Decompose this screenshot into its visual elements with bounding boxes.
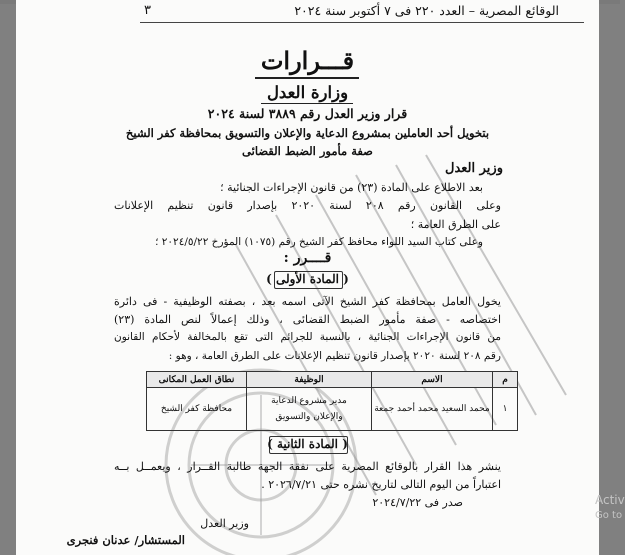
article1-line: اختصاصه - صفة مأمور الضبط القضائى ، وذلك إعمالاً لنص المادة (٢٣) bbox=[114, 313, 501, 326]
article1-line: من قانون الإجراءات الجنائية ، بالنسبة للجرائم التى تقع بالمخالفة لأحكام القانون bbox=[114, 331, 501, 343]
article1-title: ( المادة الأولى ) bbox=[266, 272, 349, 286]
issuer-heading: وزير العدل bbox=[445, 161, 503, 176]
table-row bbox=[147, 388, 518, 431]
preamble-line: وعلى كتاب السيد اللواء محافظ كفر الشيخ رقم (١٠٧٥) المؤرخ ٢٠٢٤/٥/٢٢ ؛ bbox=[155, 236, 483, 248]
table-header-cell: الاسم bbox=[372, 372, 493, 388]
page-number: ٣ bbox=[144, 3, 151, 18]
ministry-underline bbox=[261, 103, 353, 104]
decree-subject-line2: صفة مأمور الضبط القضائى bbox=[242, 144, 373, 158]
decree-title: قرار وزير العدل رقم ٣٨٨٩ لسنة ٢٠٢٤ bbox=[207, 106, 408, 121]
article1-line: رقم ٢٠٨ لسنة ٢٠٢٠ بإصدار قانون تنظيم الإعلانات على الطرق العامة ، وهو : bbox=[168, 350, 501, 362]
preamble-line: بعد الاطلاع على المادة (٢٣) من قانون الإجراءات الجنائية ؛ bbox=[220, 181, 483, 194]
name-cell: محمد السعيد محمد أحمد جمعة bbox=[372, 388, 493, 431]
preamble-line: وعلى القانون رقم ٢٠٨ لسنة ٢٠٢٠ بإصدار قانون تنظيم الإعلانات bbox=[114, 199, 501, 212]
article1-line: يخول العامل بمحافظة كفر الشيخ الآتى اسمه بعد ، بصفته الوظيفية - فى دائرة bbox=[114, 295, 501, 308]
document-page bbox=[16, 0, 599, 555]
article2-title: ( المادة الثانية ) bbox=[267, 437, 348, 451]
ministry-name: وزارة العدل bbox=[266, 83, 349, 102]
running-title: الوقائع المصرية – العدد ٢٢٠ فى ٧ أكتوبر سنة ٢٠٢٤ bbox=[294, 3, 559, 18]
appointee-table bbox=[146, 371, 518, 431]
table-header-row bbox=[147, 372, 518, 388]
page-header bbox=[16, 2, 599, 22]
article2-line: ينشر هذا القرار بالوقائع المصرية على نفقة الجهة طالبة القــرار ، ويعمــل بــه bbox=[114, 460, 501, 473]
signatory-name: المستشار/ عدنان فنجرى bbox=[66, 533, 185, 547]
preamble-line: على الطرق العامة ؛ bbox=[410, 218, 501, 231]
table-header-cell: نطاق العمل المكانى bbox=[147, 372, 247, 388]
table-header-cell: الوظيفة bbox=[247, 372, 372, 388]
job-cell bbox=[247, 388, 372, 431]
table-header-cell: م bbox=[493, 372, 518, 388]
job-line: مدير مشروع الدعاية bbox=[271, 396, 347, 406]
article2-line: اعتباراً من اليوم التالى لتاريخ نشره حتى ٢٠٢٦/٧/٢١ . bbox=[261, 478, 501, 491]
section-title-underline bbox=[255, 77, 359, 79]
signatory-title: وزير العدل bbox=[200, 517, 249, 530]
row-number-cell: ١ bbox=[493, 388, 518, 431]
decree-subject-line1: بتخويل أحد العاملين بمشروع الدعاية والإعلان والتسويق بمحافظة كفر الشيخ bbox=[125, 126, 490, 140]
issue-date: صدر فى ٢٠٢٤/٧/٢٢ bbox=[372, 496, 463, 509]
scope-cell: محافظة كفر الشيخ bbox=[147, 388, 247, 431]
header-rule bbox=[140, 22, 584, 23]
section-title: قـــرارات bbox=[260, 46, 355, 75]
activation-overlay-text: Activ bbox=[595, 493, 625, 507]
activation-overlay-subtext: Go to bbox=[595, 510, 623, 521]
decided-heading: قــــرر : bbox=[283, 250, 332, 266]
job-line: والإعلان والتسويق bbox=[275, 412, 343, 422]
